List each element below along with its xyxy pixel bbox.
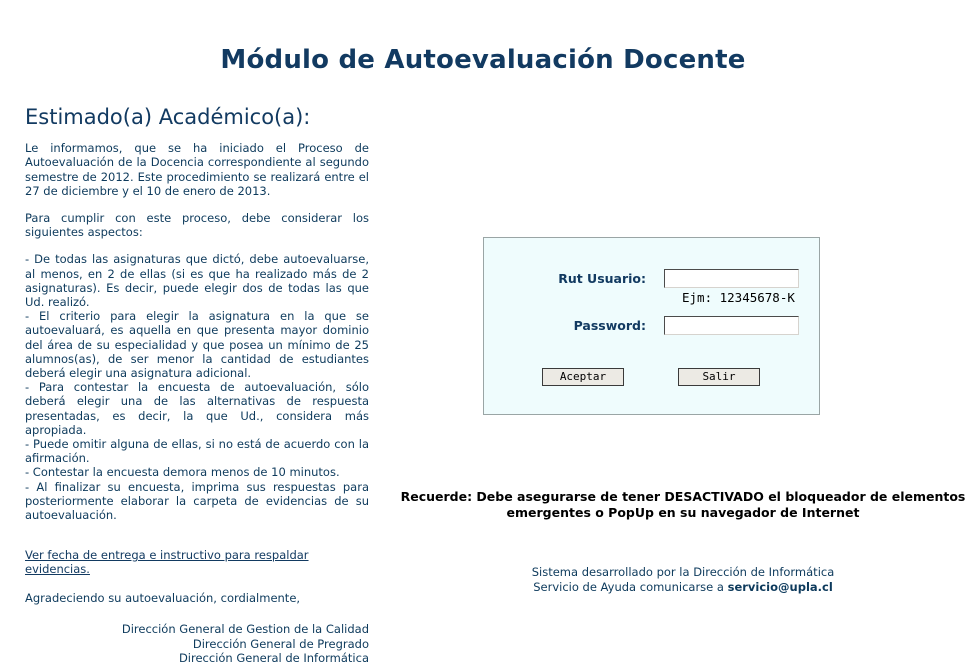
evidence-instructions-link[interactable]: Ver fecha de entrega e instructivo para respaldar evidencias. xyxy=(25,548,309,577)
popup-warning-line-1: Recuerde: Debe asegurarse de tener DESACTIVADO el bloqueador de elementos xyxy=(400,489,966,504)
signature-line: Dirección General de Pregrado xyxy=(192,636,369,651)
password-label: Password: xyxy=(573,318,646,333)
instructions-lead: Para cumplir con este proceso, debe considerar los siguientes aspectos: xyxy=(25,210,369,240)
footer-developer-line: Sistema desarrollado por la Dirección de Informática xyxy=(531,565,835,579)
accept-button[interactable]: Aceptar xyxy=(542,368,624,386)
instruction-bullet: - Para contestar la encuesta de autoevaluación, sólo deberá elegir una de las alternativas de respuesta presentadas, es decir, la que Ud., considera más apropiada. xyxy=(25,380,369,437)
signature-block xyxy=(25,622,369,666)
rut-field-row xyxy=(484,269,819,288)
instruction-bullet: - Al finalizar su encuesta, imprima sus respuestas para posteriormente elaborar la carpeta de evidencias de su autoevaluación. xyxy=(25,479,369,523)
intro-paragraph: Le informamos, que se ha iniciado el Proceso de Autoevaluación de la Docencia correspondiente al segundo semestre de 2012. Este procedimiento se realizará entre el 27 de diciembre y el 10 de enero de 2013. xyxy=(25,141,369,198)
signature-line: Dirección General de Gestion de la Calidad xyxy=(121,622,369,637)
support-email: servicio@upla.cl xyxy=(727,580,833,594)
instruction-bullet: - Puede omitir alguna de ellas, si no está de acuerdo con la afirmación. xyxy=(25,437,369,466)
password-field-row xyxy=(484,316,819,335)
password-input[interactable] xyxy=(664,316,799,335)
instruction-bullet: - De todas las asignaturas que dictó, debe autoevaluarse, al menos, en 2 de ellas (si es que ha realizado más de 2 asignaturas). Es decir, puede elegir dos de todas las que Ud. realizó. xyxy=(25,252,369,309)
information-panel xyxy=(25,105,369,666)
paragraph-spacer xyxy=(25,239,369,252)
signature-line: Dirección General de Informática xyxy=(178,651,369,666)
section-spacer xyxy=(25,522,369,548)
login-form-panel xyxy=(483,237,820,415)
paragraph-spacer xyxy=(25,198,369,211)
instruction-bullet-list xyxy=(25,252,369,522)
closing-line: Agradeciendo su autoevaluación, cordialmente, xyxy=(25,591,301,606)
popup-blocker-warning xyxy=(400,489,966,521)
footer xyxy=(400,565,966,595)
instruction-bullet: - El criterio para elegir la asignatura en la que se autoevaluará, es aquella en que presenta mayor dominio del área de su especialidad y que posea un mínimo de 25 alumnos(as), de ser menor la cantidad de estudiantes deberá elegir una asignatura adicional. xyxy=(25,309,369,380)
rut-label: Rut Usuario: xyxy=(558,271,646,286)
page-title: Módulo de Autoevaluación Docente xyxy=(220,45,746,75)
popup-warning-line-2: emergentes o PopUp en su navegador de Internet xyxy=(506,505,860,520)
footer-support-prefix: Servicio de Ayuda comunicarse a xyxy=(533,580,728,594)
greeting-heading: Estimado(a) Académico(a): xyxy=(25,105,311,129)
footer-support-line xyxy=(400,580,966,595)
exit-button[interactable]: Salir xyxy=(678,368,760,386)
instruction-bullet: - Contestar la encuesta demora menos de 10 minutos. xyxy=(25,465,340,480)
rut-format-hint: Ejm: 12345678-K xyxy=(682,290,795,305)
rut-input[interactable] xyxy=(664,269,799,288)
